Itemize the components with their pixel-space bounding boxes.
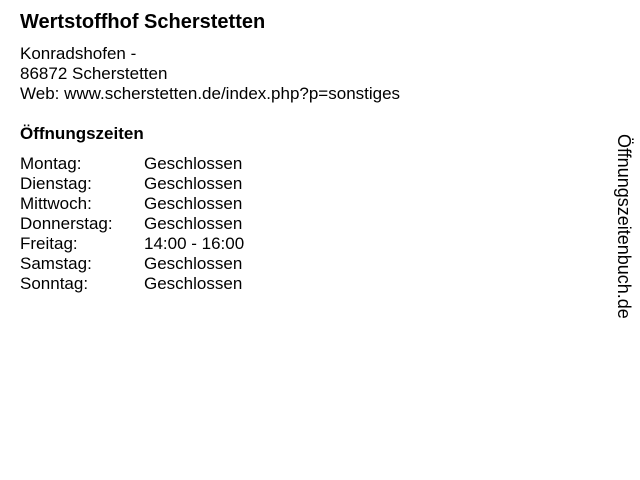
day-label: Freitag: xyxy=(20,234,78,253)
address-block xyxy=(20,44,400,104)
hours-row-thursday xyxy=(20,214,244,234)
time-value: 14:00 - 16:00 xyxy=(144,234,245,253)
time-value: Geschlossen xyxy=(144,254,243,273)
day-label: Sonntag: xyxy=(20,274,89,293)
opening-hours-table xyxy=(20,154,244,294)
website-link[interactable]: Web: www.scherstetten.de/index.php?p=sonstiges xyxy=(20,84,401,103)
day-label: Montag: xyxy=(20,154,82,173)
time-value: Geschlossen xyxy=(144,194,243,213)
day-label: Donnerstag: xyxy=(20,214,113,233)
day-label: Samstag: xyxy=(20,254,92,273)
hours-row-tuesday xyxy=(20,174,244,194)
hours-row-sunday xyxy=(20,274,244,294)
hours-row-saturday xyxy=(20,254,244,274)
hours-row-monday xyxy=(20,154,244,174)
hours-row-friday xyxy=(20,234,244,254)
day-label: Dienstag: xyxy=(20,174,92,193)
time-value: Geschlossen xyxy=(144,214,243,233)
address-line-city: 86872 Scherstetten xyxy=(20,64,168,83)
site-watermark: Öffnungszeitenbuch.de xyxy=(614,134,634,319)
time-value: Geschlossen xyxy=(144,174,243,193)
hours-row-wednesday xyxy=(20,194,244,214)
page-title: Wertstoffhof Scherstetten xyxy=(20,11,266,33)
time-value: Geschlossen xyxy=(144,154,243,173)
address-line-street: Konradshofen - xyxy=(20,44,137,63)
day-label: Mittwoch: xyxy=(20,194,92,213)
time-value: Geschlossen xyxy=(144,274,243,293)
opening-hours-heading: Öffnungszeiten xyxy=(20,124,144,143)
